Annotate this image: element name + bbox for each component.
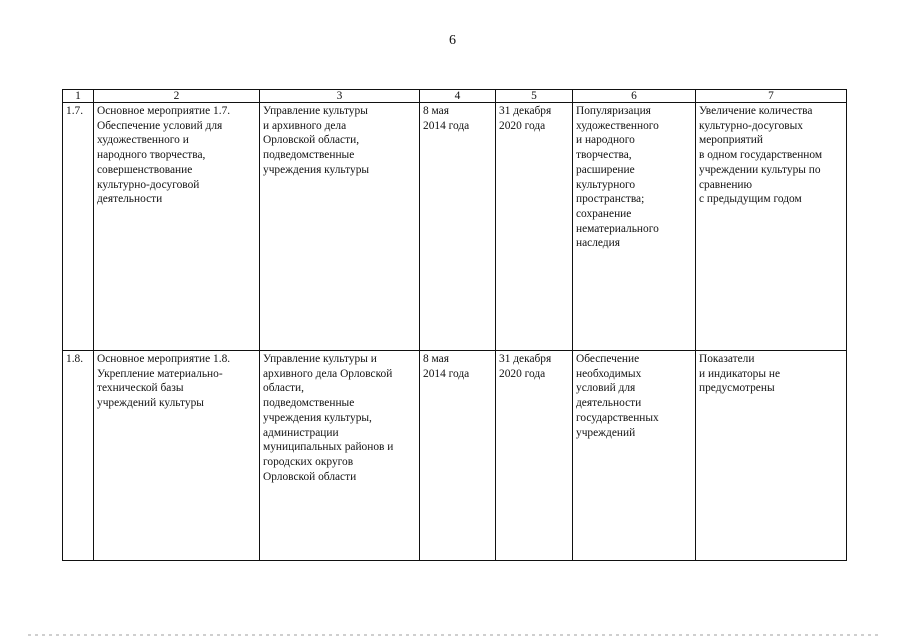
activities-table — [62, 89, 847, 561]
scan-footer-noise — [28, 634, 878, 636]
indicator-cell — [696, 103, 847, 351]
indicator-cell — [696, 351, 847, 561]
indicator-text: Увеличение количества — [699, 105, 813, 117]
result-text: учреждений — [576, 426, 636, 439]
executor-text: подведомственные — [263, 149, 355, 162]
executor-text: Управление культуры и — [263, 353, 377, 365]
end-date-text: 31 декабря — [499, 353, 552, 365]
activity-text: народного творчества, — [97, 149, 206, 162]
executor-text: области, — [263, 382, 304, 395]
result-text: наследия — [576, 237, 620, 250]
indicator-text: в одном государственном — [699, 149, 823, 162]
start-date-text: 2014 года — [423, 367, 470, 380]
column-header: 5 — [496, 90, 573, 103]
activity-text: технической базы — [97, 382, 184, 395]
table-row — [63, 103, 847, 351]
executor-text: Управление культуры — [263, 105, 368, 117]
result-text: и народного — [576, 134, 635, 147]
executor-text: городских округов — [263, 455, 354, 468]
executor-text: администрации — [263, 426, 339, 439]
table-row — [63, 351, 847, 561]
column-header: 3 — [260, 90, 420, 103]
result-text: художественного — [576, 119, 659, 132]
indicator-text: и индикаторы не — [699, 367, 781, 380]
page-number: 6 — [449, 33, 456, 48]
result-text: Обеспечение — [576, 353, 640, 365]
executor-text: Орловской области — [263, 470, 357, 483]
result-text: государственных — [576, 411, 659, 424]
activity-text: Основное мероприятие 1.7. — [97, 105, 231, 117]
result-text: культурного — [576, 178, 636, 191]
result-text: Популяризация — [576, 105, 651, 117]
start-date-text: 8 мая — [423, 353, 449, 365]
executor-cell — [260, 103, 420, 351]
result-text: творчества, — [576, 149, 632, 162]
executor-text: муниципальных районов и — [263, 441, 394, 454]
start-date-cell — [420, 351, 496, 561]
result-text: условий для — [576, 382, 636, 395]
end-date-text: 2020 года — [499, 367, 546, 380]
executor-text: подведомственные — [263, 397, 355, 410]
activity-cell — [94, 103, 260, 351]
activity-text: Укрепление материально- — [97, 367, 223, 380]
executor-text: и архивного дела — [263, 119, 347, 132]
start-date-text: 2014 года — [423, 119, 470, 132]
result-text: расширение — [576, 163, 635, 176]
indicator-text: с предыдущим годом — [699, 193, 802, 206]
executor-text: учреждения культуры, — [263, 411, 372, 424]
result-text: деятельности — [576, 397, 642, 410]
start-date-text: 8 мая — [423, 105, 449, 117]
start-date-cell — [420, 103, 496, 351]
executor-text: учреждения культуры — [263, 163, 370, 176]
result-text: пространства; — [576, 193, 645, 206]
activity-text: деятельности — [97, 193, 163, 206]
result-text: необходимых — [576, 367, 642, 380]
end-date-text: 31 декабря — [499, 105, 552, 117]
executor-cell — [260, 351, 420, 561]
activity-text: Основное мероприятие 1.8. — [97, 353, 231, 365]
column-header: 6 — [573, 90, 696, 103]
activity-text: Обеспечение условий для — [97, 119, 223, 132]
end-date-cell — [496, 103, 573, 351]
result-text: сохранение — [576, 207, 632, 220]
end-date-text: 2020 года — [499, 119, 546, 132]
activity-cell — [94, 351, 260, 561]
indicator-text: учреждении культуры по — [699, 163, 821, 176]
indicator-text: культурно-досуговых — [699, 119, 803, 132]
indicator-text: мероприятий — [699, 134, 763, 147]
indicator-text: Показатели — [699, 353, 755, 365]
activity-text: совершенствование — [97, 163, 193, 176]
activity-text: культурно-досуговой — [97, 178, 200, 191]
indicator-text: предусмотрены — [699, 382, 775, 395]
executor-text: Орловской области, — [263, 134, 360, 147]
row-number: 1.7. — [63, 103, 94, 351]
activity-text: художественного и — [97, 134, 189, 147]
column-header: 4 — [420, 90, 496, 103]
activity-text: учреждений культуры — [97, 397, 204, 410]
row-number: 1.8. — [63, 351, 94, 561]
result-cell — [573, 351, 696, 561]
result-cell — [573, 103, 696, 351]
executor-text: архивного дела Орловской — [263, 367, 393, 380]
indicator-text: сравнению — [699, 178, 753, 191]
result-text: нематериального — [576, 222, 659, 235]
end-date-cell — [496, 351, 573, 561]
column-header: 7 — [696, 90, 847, 103]
column-header: 2 — [94, 90, 260, 103]
header-row — [63, 90, 847, 103]
column-header: 1 — [63, 90, 94, 103]
